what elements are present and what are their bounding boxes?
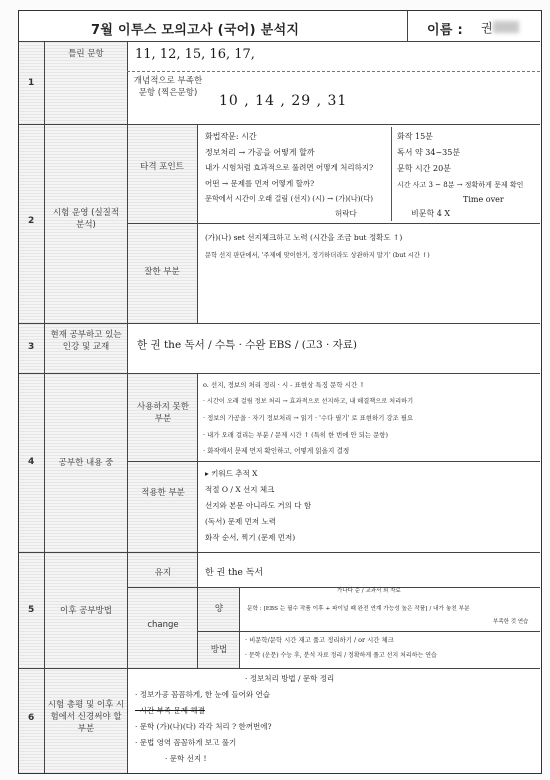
row2-time-line: 시간 사고 3 ~ 8분 → 정확하게 문제 확인 <box>397 181 524 189</box>
row5-a-text: 한 권 the 독서 <box>205 568 264 578</box>
row4-a-line: o. 선지, 정보의 처리 정리 · 시 - 표현상 특징 문학 시간 ↑ <box>203 381 365 389</box>
row2-a-line: 내가 시험처럼 효과적으로 풀려면 어떻게 처리하지? <box>205 163 374 172</box>
row4-a-notes <box>203 377 537 460</box>
row2-b-label: 잘한 부분 <box>144 267 180 277</box>
row2-time-line: 독서 약 34~35분 <box>397 148 461 157</box>
row2-handwritten-divider <box>391 127 392 221</box>
row2-label: 시험 운영 (실질적 분석) <box>52 208 120 230</box>
row4-b-line: (독서) 문제 먼저 노력 <box>205 517 276 526</box>
row4-inner-divider <box>127 461 540 462</box>
row2-time-line: 화작 15분 <box>397 132 433 141</box>
row5-a-label: 유지 <box>154 568 172 578</box>
row2-number: 2 <box>28 216 35 226</box>
row2-time-line: 비문학 4 X <box>411 209 451 218</box>
row5-label: 이후 공부방법 <box>60 606 112 616</box>
row1-wrong-items: 11, 12, 15, 16, 17, <box>135 47 255 62</box>
row1-sub-label: 개념적으로 부족한 문항 (찍은문항) <box>133 76 203 98</box>
row4-a-line: · 정보의 가공을 · 자기 정보처리 → 읽기 · '수다 필기' 로 표현하기 강조 필요 <box>203 414 414 422</box>
row5-c-line: · 비문학/문학 시간 재고 풀고 정리하기 / or 시간 체크 <box>245 636 394 644</box>
name-label: 이름 : <box>427 23 464 38</box>
analysis-sheet <box>18 10 542 774</box>
row2-inner-divider <box>127 223 540 224</box>
row5-b-note: 가나다 순 / 교과서 외 자료 <box>337 588 401 594</box>
row5-b-label: 양 <box>214 604 224 614</box>
name-redaction <box>493 21 519 33</box>
row5-b-side: 부족한 것 연습 <box>493 619 529 625</box>
row2-a-line: 문학에서 시간이 오래 걸림 (선지) (시) → (가)(나)(다) <box>205 194 374 203</box>
row5-change-label: change <box>147 620 179 630</box>
row2-a-line: 어떤 → 문제를 먼저 어떻게 할까? <box>205 178 315 188</box>
row3-number: 3 <box>28 342 35 352</box>
row2-sublabel-bg <box>128 125 197 323</box>
row1-weak-items: 10 , 14 , 29 , 31 <box>219 93 348 109</box>
row6-line: · 문법 영역 꼼꼼하게 보고 풀기 <box>135 738 237 747</box>
row3-label: 현재 공부하고 있는 인강 및 교재 <box>50 330 122 352</box>
row4-a-line: · 화작에서 문제 먼저 확인하고, 어떻게 읽을지 결정 <box>203 447 350 455</box>
row1-number: 1 <box>28 78 35 88</box>
row5-c-notes <box>245 633 537 663</box>
row6-line: · 문학 (가)(나)(다) 각각 처리 ? 한꺼번에? <box>135 722 272 731</box>
row4-b-notes <box>205 466 535 546</box>
row2-time-line: Time over <box>463 195 504 204</box>
page-title: 7월 이투스 모의고사 (국어) 분석지 <box>91 23 300 38</box>
row6-label: 시험 총평 및 이후 시험에서 신경써야 할 부분 <box>47 700 125 734</box>
row5-type-line <box>239 587 240 668</box>
row4-label: 공부한 내용 중 <box>58 458 114 468</box>
row5-sub-divider <box>197 631 540 632</box>
name-value: 권 <box>481 21 493 35</box>
row4-a-label: 사용하지 못한 부분 <box>137 402 189 424</box>
row5-c-label: 방법 <box>210 645 228 655</box>
row4-number: 4 <box>28 457 35 467</box>
row5-number: 5 <box>28 605 35 615</box>
row6-line: · 정보가공 꼼꼼하게, 한 눈에 들어와 연습 <box>135 690 270 699</box>
row4-a-line: · 시간이 오래 걸림 정보 처리 → 효과적으로 선지하고, 내 해결책으로 처리하기 <box>203 397 414 405</box>
row6-notes <box>135 671 535 767</box>
row5-sublabel-line <box>197 552 198 668</box>
row5-c-line: · 문학 (운문) 수능 후, 분석 자료 정리 / 정확하게 풀고 선지 처리하는 연습 <box>245 652 437 659</box>
row2-a-label: 타격 포인트 <box>140 162 184 172</box>
row2-a-notes <box>205 129 389 220</box>
row5-b-text: 문학 : [EBS 는 필수 작품 이후 + 파이널 때 완전 연계 가능성 높은 작품] / 내가 놓친 부분 <box>247 606 470 612</box>
row5-inner-divider <box>127 587 540 588</box>
row4-sublabel-line <box>197 373 198 552</box>
row2-b-line: 문학 선지 판단에서, '주제에 맞이한거, 정기하더라도 상관하지 말기' (but 시간 ↑) <box>205 252 430 259</box>
row4-b-line: ▸ 키워드 추적 X <box>205 469 258 478</box>
row4-b-line: 선지와 본문 아니라도 거의 다 함 <box>205 501 312 510</box>
row2-a-line: 화법작문: 시간 <box>205 132 257 141</box>
row6-line: · 정보처리 방법 / 문학 정리 <box>245 674 335 683</box>
row2-a-time-notes <box>397 129 537 221</box>
row1-label: 틀린 문항 <box>68 49 104 59</box>
row2-a-line: 허락다 <box>335 208 357 218</box>
row3-text: 한 권 the 독서 / 수특 · 수완 EBS / (고3 · 자료) <box>137 339 358 351</box>
row2-b-line: (가)(나) set 선지체크하고 노력 (시간을 조금 but 정확도 ↑) <box>205 233 403 242</box>
row4-b-line: 적절 O / X 선지 체크 <box>205 485 275 494</box>
row2-time-line: 문학 시간 20분 <box>397 164 451 173</box>
row4-b-line: 화작 순서, 찍기 (문제 먼저) <box>205 533 296 542</box>
header-name-divider <box>407 11 408 41</box>
row2-a-line: 정보처리 → 가공을 어떻게 할까 <box>205 147 315 157</box>
row4-b-label: 적용한 부분 <box>141 488 185 498</box>
row4-a-line: · 내가 오래 걸리는 부분 / 문제 시간 ↑ (특히 한 번에 안 되는 문항) <box>203 430 388 439</box>
row6-number: 6 <box>28 713 35 723</box>
row6-line: · 시간 부족 문제 해결 <box>135 706 205 715</box>
row6-line: · 문학 선지 ! <box>165 754 207 763</box>
row1-inner-divider <box>127 71 540 72</box>
row2-b-notes <box>205 229 537 265</box>
